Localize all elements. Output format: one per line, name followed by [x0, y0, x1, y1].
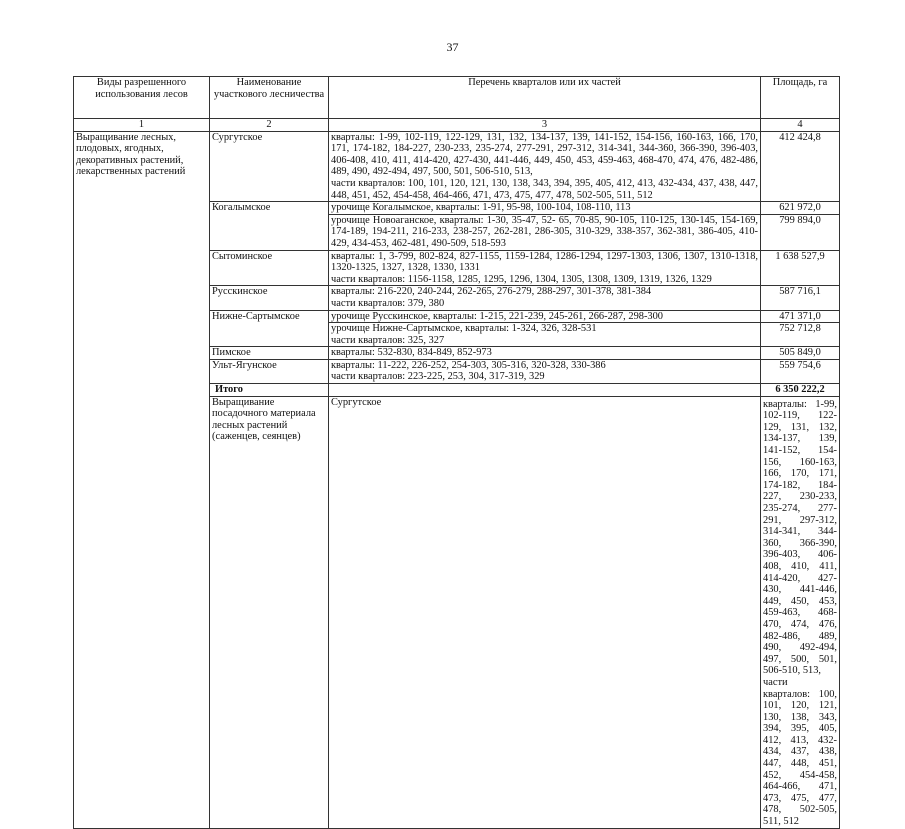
- quarter-parts-text: части кварталов: 100, 101, 120, 121, 130, 138, 343, 394, 395, 405, 412, 413, 432-434, 437, 438, 447, 448, 451, 452, 454-458, 464-466, 471, 473, 475, 477, 478, 502-505, 511, 512: [331, 177, 758, 201]
- quarters-cell: [761, 396, 840, 828]
- forestry-name: Русскинское: [210, 286, 329, 310]
- quarters-cell: [329, 214, 761, 250]
- quarters-text: урочище Когалымское, кварталы: 1-91, 95-98, 100-104, 108-110, 113: [331, 202, 631, 214]
- column-number-1: 1: [74, 119, 210, 132]
- area-value: 559 754,6: [761, 359, 840, 383]
- use-type-cell: Выращивание лесных, плодовых, ягодных, декоративных растений, лекарственных растений: [74, 131, 210, 828]
- quarters-text: урочище Русскинское, кварталы: 1-215, 221-239, 245-261, 266-287, 298-300: [331, 310, 664, 322]
- quarters-cell: [329, 347, 761, 360]
- column-number-4: 4: [761, 119, 840, 132]
- area-value: 505 849,0: [761, 347, 840, 360]
- quarters-text: кварталы: 532-830, 834-849, 852-973: [331, 347, 492, 359]
- forestry-name: Сургутское: [329, 396, 761, 828]
- column-number-row: [74, 119, 840, 132]
- forestry-name: Нижне-Сартымское: [210, 310, 329, 347]
- quarter-parts-text: части кварталов: 100, 101, 120, 121, 130, 138, 343, 394, 395, 405, 412, 413, 432-434, 437, 438, 447, 448, 451, 452, 454-458, 464-466, 471, 473, 475, 477, 478, 502-505, 511, 512: [763, 676, 837, 828]
- quarters-cell: [329, 310, 761, 323]
- header-area: Площадь, га: [761, 77, 840, 119]
- forestry-name: Когалымское: [210, 202, 329, 250]
- header-use: Виды разрешенного использования лесов: [74, 77, 210, 119]
- quarters-text: кварталы: 11-222, 226-252, 254-303, 305-316, 320-328, 330-386: [331, 359, 606, 371]
- area-value: 587 716,1: [761, 286, 840, 310]
- total-label: Итого: [210, 384, 329, 397]
- total-empty-cell: [329, 384, 761, 397]
- total-area: 6 350 222,2: [761, 384, 840, 397]
- quarters-cell: [329, 286, 761, 310]
- use-type-cell: Выращивание посадочного материала лесных растений (саженцев, сеянцев): [210, 396, 329, 828]
- column-number-2: 2: [210, 119, 329, 132]
- header-row: [74, 77, 840, 119]
- forestry-name: Сытоминское: [210, 250, 329, 286]
- forestry-name: Пимское: [210, 347, 329, 360]
- header-forestry: Наименование участкового лесничества: [210, 77, 329, 119]
- quarters-text: урочище Нижне-Сартымское, кварталы: 1-324, 326, 328-531: [331, 323, 597, 335]
- quarters-text: кварталы: 1, 3-799, 802-824, 827-1155, 1159-1284, 1286-1294, 1297-1303, 1306, 1307, 1310-1318, 1320-1325, 1327, 1328, 1330, 1331: [331, 250, 758, 274]
- area-value: 471 371,0: [761, 310, 840, 323]
- table-row: [74, 131, 840, 202]
- quarters-cell: [329, 250, 761, 286]
- quarters-cell: [329, 202, 761, 215]
- quarters-text: урочище Новоаганское, кварталы: 1-30, 35-47, 52- 65, 70-85, 90-105, 110-125, 130-145, 154-169, 174-189, 194-211, 216-233, 238-257, 262-281, 286-305, 310-329, 338-357, 362-381, 386-405, 410-429, 434-453, 462-481, 490-509, 518-593: [331, 214, 758, 249]
- quarter-parts-text: части кварталов: 223-225, 253, 304, 317-319, 329: [331, 371, 545, 383]
- quarters-cell: [329, 359, 761, 383]
- forestry-name: Сургутское: [210, 131, 329, 202]
- quarter-parts-text: части кварталов: 379, 380: [331, 297, 445, 309]
- quarters-cell: [329, 323, 761, 347]
- quarters-cell: [329, 131, 761, 202]
- quarters-text: кварталы: 1-99, 102-119, 122-129, 131, 132, 134-137, 139, 141-152, 154-156, 160-163, 166, 170, 171, 174-182, 184-227, 230-233, 235-274, 277-291, 297-312, 314-341, 344-360, 366-390, 396-403, 406-408, 410, 411, 414-420, 427-430, 441-446, 449, 450, 453, 459-463, 468-470, 474, 476, 482-486, 489, 490, 492-494, 497, 500, 501, 506-510, 513,: [763, 398, 837, 677]
- quarters-text: кварталы: 1-99, 102-119, 122-129, 131, 132, 134-137, 139, 141-152, 154-156, 160-163, 166, 170, 171, 174-182, 184-227, 230-233, 235-274, 277-291, 297-312, 314-341, 344-360, 366-390, 396-403, 406-408, 410, 411, 414-420, 427-430, 441-446, 449, 450, 453, 459-463, 468-470, 474, 476, 482-486, 489, 490, 492-494, 497, 500, 501, 506-510, 513,: [331, 131, 758, 178]
- quarters-text: кварталы: 216-220, 240-244, 262-265, 276-279, 288-297, 301-378, 381-384: [331, 286, 652, 298]
- column-number-3: 3: [329, 119, 761, 132]
- area-value: 799 894,0: [761, 214, 840, 250]
- quarter-parts-text: части кварталов: 1156-1158, 1285, 1295, 1296, 1304, 1305, 1308, 1309, 1319, 1326, 1329: [331, 273, 712, 285]
- quarter-parts-text: части кварталов: 325, 327: [331, 334, 445, 346]
- area-value: 412 424,8: [761, 131, 840, 202]
- area-value: 621 972,0: [761, 202, 840, 215]
- page-number: 37: [446, 40, 459, 54]
- forest-use-table: [73, 76, 840, 829]
- header-quarters: Перечень кварталов или их частей: [329, 77, 761, 119]
- forestry-name: Ульт-Ягунское: [210, 359, 329, 383]
- area-value: 1 638 527,9: [761, 250, 840, 286]
- area-value: 752 712,8: [761, 323, 840, 347]
